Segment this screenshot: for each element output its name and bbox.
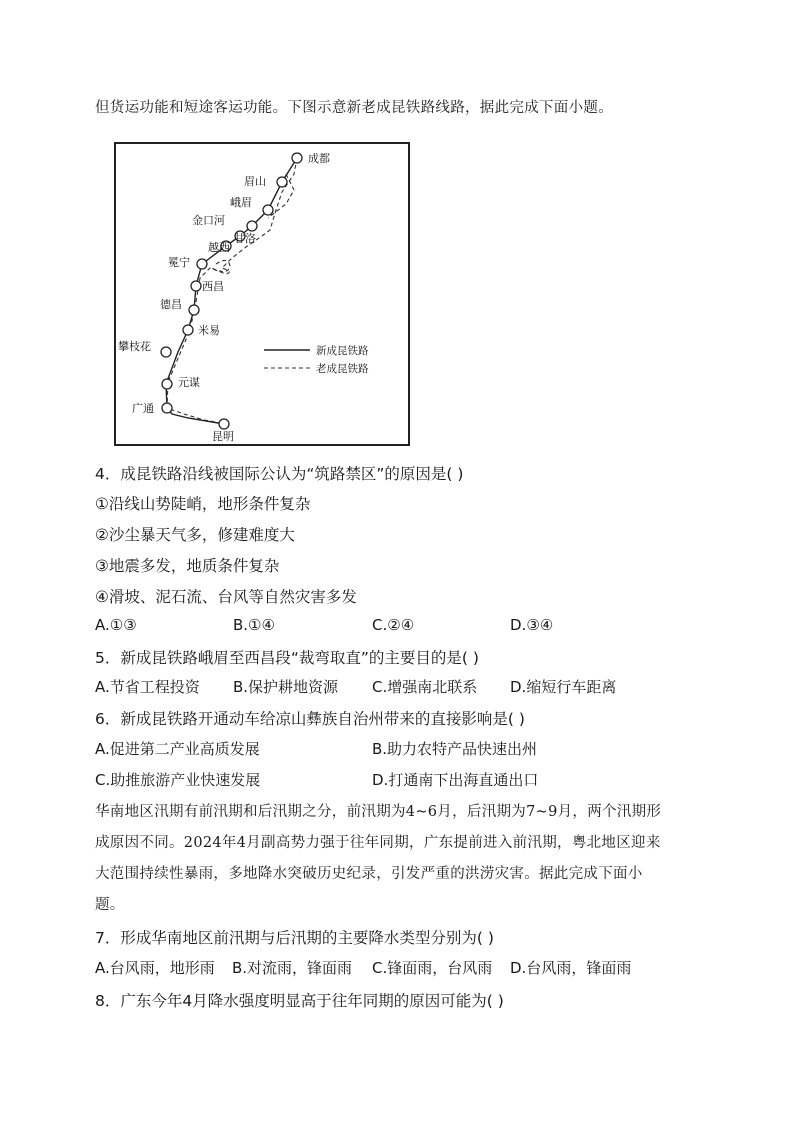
station-label-guangtong: 广通 (132, 402, 154, 415)
passage-2-line-1: 华南地区汛期有前汛期和后汛期之分，前汛期为4~6月，后汛期为7~9月，两个汛期形 (95, 804, 662, 820)
station-marker-miyi (183, 325, 193, 335)
station-marker-guangtong (162, 403, 172, 413)
question-7-option-d: D.台风雨，锋面雨 (510, 959, 632, 977)
station-marker-dechang (189, 305, 199, 315)
station-marker-emei (263, 205, 273, 215)
station-label-chengdu: 成都 (308, 152, 330, 165)
station-marker-mianning (197, 259, 207, 269)
station-marker-kunming (219, 419, 229, 429)
question-8-stem: 8．广东今年4月降水强度明显高于往年同期的原因可能为( ) (95, 992, 504, 1010)
question-4-item-1: ①沿线山势陡峭，地形条件复杂 (95, 495, 311, 513)
question-4-option-c: C.②④ (372, 616, 415, 634)
question-5-option-c: C.增强南北联系 (372, 678, 478, 696)
question-4-item-2: ②沙尘暴天气多，修建难度大 (95, 526, 295, 544)
question-5-option-d: D.缩短行车距离 (510, 678, 617, 696)
question-4-option-b: B.①④ (233, 616, 275, 634)
question-7-stem: 7．形成华南地区前汛期与后汛期的主要降水类型分别为( ) (95, 929, 494, 947)
station-label-emei: 峨眉 (230, 196, 252, 209)
question-7-option-c: C.锋面雨，台风雨 (372, 959, 493, 977)
passage-2-line-2: 成原因不同。2024年4月副高势力强于往年同期，广东提前进入前汛期，粤北地区迎来 (95, 835, 661, 851)
railway-map (114, 142, 410, 446)
station-marker-meishan (277, 177, 287, 187)
legend-new-label: 新成昆铁路 (316, 345, 369, 357)
question-4-stem: 4．成昆铁路沿线被国际公认为“筑路禁区”的原因是( ) (95, 465, 464, 483)
railway-map-svg (116, 144, 408, 444)
question-5-stem: 5．新成昆铁路峨眉至西昌段“裁弯取直”的主要目的是( ) (95, 649, 479, 667)
station-label-dechang: 德昌 (160, 298, 182, 311)
question-5-option-b: B.保护耕地资源 (233, 678, 339, 696)
passage-2-line-4: 题。 (95, 897, 125, 913)
question-6-option-b: B.助力农特产品快速出州 (372, 740, 538, 758)
station-marker-xichang (191, 281, 201, 291)
question-7-option-a: A.台风雨，地形雨 (95, 959, 215, 977)
station-marker-yuanmou (162, 379, 172, 389)
question-7-option-b: B.对流雨，锋面雨 (232, 959, 353, 977)
question-6-option-a: A.促进第二产业高质发展 (95, 740, 260, 758)
question-4-item-3: ③地震多发，地质条件复杂 (95, 557, 280, 575)
station-marker-jinkouhe (247, 221, 257, 231)
question-6-option-d: D.打通南下出海直通出口 (372, 771, 539, 789)
station-label-yuanmou: 元谋 (178, 376, 200, 389)
station-label-jinkouhe: 金口河 (192, 214, 225, 227)
question-5-option-a: A.节省工程投资 (95, 678, 200, 696)
station-label-yuexi: 越西 (208, 241, 230, 254)
station-label-ganluo: 甘洛 (234, 232, 256, 245)
station-label-panzhihua: 攀枝花 (118, 340, 151, 353)
map-legend (264, 344, 369, 375)
station-label-xichang: 西昌 (202, 280, 224, 293)
station-label-miyi: 米易 (198, 324, 220, 337)
station-marker-chengdu (292, 153, 302, 163)
passage-2-line-3: 大范围持续性暴雨，多地降水突破历史纪录，引发严重的洪涝灾害。据此完成下面小 (95, 866, 643, 882)
question-4-option-a: A.①③ (95, 616, 137, 634)
question-6-stem: 6．新成昆铁路开通动车给凉山彝族自治州带来的直接影响是( ) (95, 710, 525, 728)
question-4-option-d: D.③④ (510, 616, 554, 634)
passage-intro-line: 但货运功能和短途客运功能。下图示意新老成昆铁路线路，据此完成下面小题。 (95, 100, 613, 116)
station-label-meishan: 眉山 (244, 175, 266, 188)
question-4-item-4: ④滑坡、泥石流、台风等自然灾害多发 (95, 588, 357, 606)
legend-old-label: 老成昆铁路 (316, 363, 369, 375)
station-label-kunming: 昆明 (212, 430, 234, 443)
question-6-option-c: C.助推旅游产业快速发展 (95, 771, 261, 789)
station-marker-panzhihua (161, 347, 171, 357)
station-label-mianning: 冕宁 (168, 256, 190, 269)
